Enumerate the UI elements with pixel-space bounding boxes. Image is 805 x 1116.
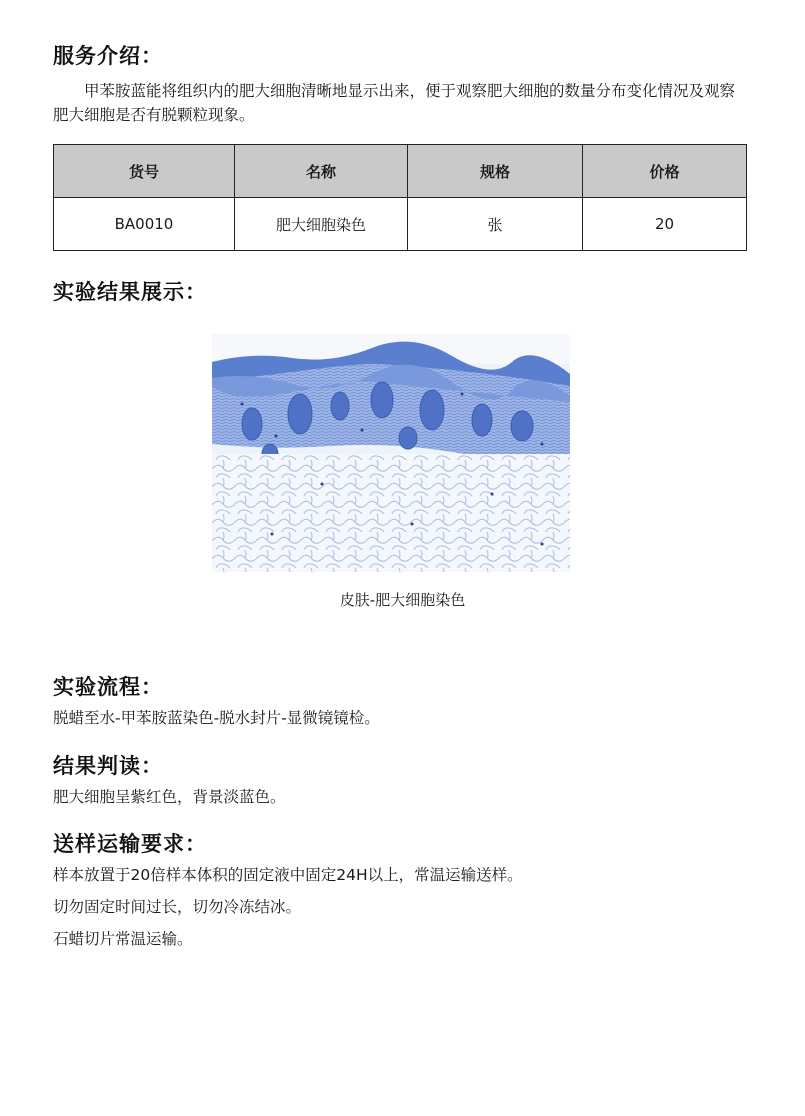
header-item-no: 货号 xyxy=(54,145,235,198)
interpretation-text: 肥大细胞呈紫红色，背景淡蓝色。 xyxy=(53,788,286,806)
workflow-title: 实验流程： xyxy=(53,675,163,699)
header-spec: 规格 xyxy=(408,145,583,198)
shipping-line-1: 样本放置于20倍样本体积的固定液中固定24H以上，常温运输送样。 xyxy=(53,866,523,884)
histology-image xyxy=(212,334,570,572)
header-price: 价格 xyxy=(583,145,747,198)
shipping-line-3: 石蜡切片常温运输。 xyxy=(53,930,193,948)
table-row xyxy=(54,198,747,251)
results-title: 实验结果展示： xyxy=(53,280,207,304)
header-name: 名称 xyxy=(235,145,408,198)
skin-mast-cell-micrograph xyxy=(212,334,570,572)
cell-name: 肥大细胞染色 xyxy=(235,198,408,251)
service-description: 甲苯胺蓝能将组织内的肥大细胞清晰地显示出来，便于观察肥大细胞的数量分布变化情况及观察肥大细胞是否有脱颗粒现象。 xyxy=(53,82,736,124)
cell-price: 20 xyxy=(583,198,747,251)
table-header-row xyxy=(54,145,747,198)
cell-item-no: BA0010 xyxy=(54,198,235,251)
workflow-text: 脱蜡至水-甲苯胺蓝染色-脱水封片-显微镜镜检。 xyxy=(53,709,380,727)
shipping-line-2: 切勿固定时间过长，切勿冷冻结冰。 xyxy=(53,898,302,916)
cell-spec: 张 xyxy=(408,198,583,251)
price-table xyxy=(53,144,747,251)
shipping-title: 送样运输要求： xyxy=(53,832,207,856)
figure-caption: 皮肤-肥大细胞染色 xyxy=(339,591,466,609)
interpretation-title: 结果判读： xyxy=(53,754,163,778)
service-title: 服务介绍： xyxy=(53,44,163,68)
